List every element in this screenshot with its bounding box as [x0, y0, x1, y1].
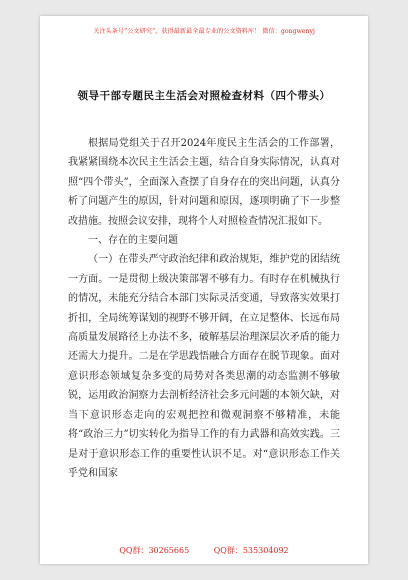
footer-contacts — [40, 545, 368, 556]
section-heading: 一、存在的主要问题 — [88, 235, 178, 247]
document-title: 领导干部专题民主生活会对照检查材料（四个带头） — [77, 90, 331, 102]
paragraph-section-1: （一）在带头严守政治纪律和政治规矩，维护党的团结统一方面。一是贯彻上级决策部署不够有力。有时存在机械执行的情况，未能充分结合本部门实际灵活变通，导致落实效果打折扣，全局统筹谋划的视野不够开阔，在立足整体、长远布局高质量发展路径上办法不多，破解基层治理深层次矛盾的能力还需大力提升。二是在学思践悟融合方面存在脱节现象。面对意识形态领域复杂多变的局势对各类思潮的动态监测不够敏锐，运用政治洞察力去剖析经济社会多元问题的本领欠缺，对当下意识形态走向的宏观把控和微观洞察不够精准，未能将“政治三力”切实转化为指导工作的有力武器和高效实践。三是对于意识形态工作的重要性认识不足。对“意识形态工作关乎党和国家 — [68, 254, 340, 479]
paragraph-intro: 根据局党组关于召开2024年度民主生活会的工作部署，我紧紧围绕本次民主生活会主题，结合自身实际情况，认真对照“四个带头”，全面深入查摆了自身存在的突出问题，认真分析了问题产生的原因，针对问题和原因，逐项明确了下一步整改措施。按照会议安排，现将个人对照检查情况汇报如下。 — [68, 138, 340, 227]
footer-qq-group-1: QQ群：30265665 — [119, 546, 190, 555]
footer-qq-group-2: QQ群：535304092 — [213, 546, 289, 555]
document-page — [40, 16, 368, 564]
promo-banner: 关注头条号“公文研究”，获得最新最全最专业的公文资料库！ 微信：gongwenyj — [93, 28, 315, 35]
document-body — [68, 134, 340, 483]
